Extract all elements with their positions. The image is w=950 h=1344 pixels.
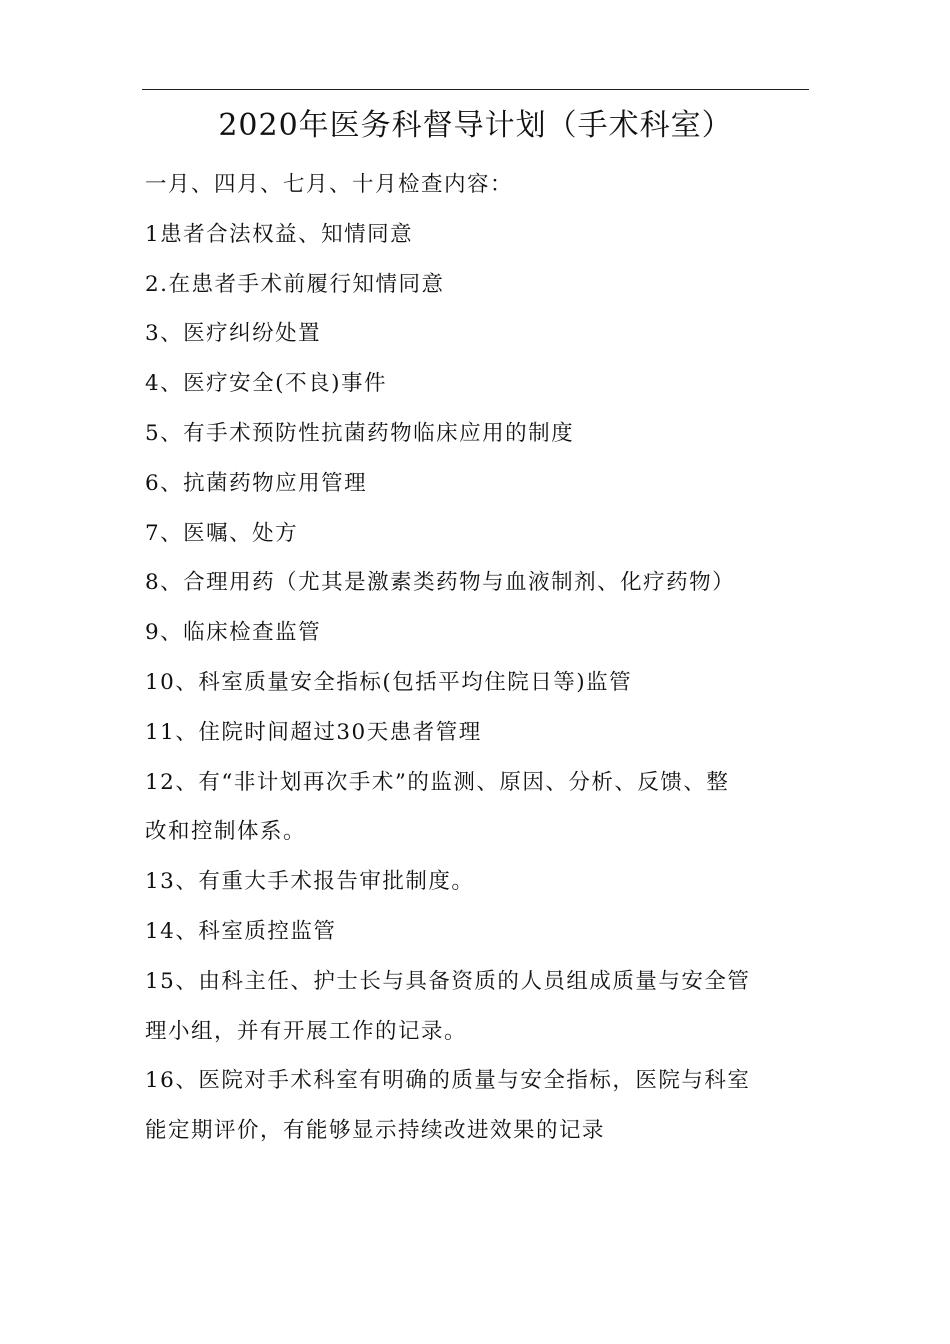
document-body [145,160,810,1156]
item-3: 3、医疗纠纷处置 [145,321,322,347]
item-8: 8、合理用药（尤其是激素类药物与血液制剂、化疗药物） [145,570,736,596]
item-12-line-1: 12、有“非计划再次手术”的监测、原因、分析、反馈、整 [145,769,730,795]
header-rule [142,89,809,90]
item-14: 14、科室质控监管 [145,918,337,944]
item-4: 4、医疗安全(不良)事件 [145,371,387,397]
item-15-line-2: 理小组，并有开展工作的记录。 [145,1018,468,1044]
item-2: 2.在患者手术前履行知情同意 [145,271,445,297]
item-5: 5、有手术预防性抗菌药物临床应用的制度 [145,420,575,446]
item-7: 7、医嘱、处方 [145,520,299,546]
item-6: 6、抗菌药物应用管理 [145,470,368,496]
item-10: 10、科室质量安全指标(包括平均住院日等)监管 [145,669,633,695]
item-1: 1患者合法权益、知情同意 [145,221,414,247]
item-16-line-2: 能定期评价，有能够显示持续改进效果的记录 [145,1118,606,1144]
item-15-line-1: 15、由科主任、护士长与具备资质的人员组成质量与安全管 [145,968,751,994]
item-13: 13、有重大手术报告审批制度。 [145,869,475,895]
intro-line: 一月、四月、七月、十月检查内容： [145,172,514,197]
item-9: 9、临床检查监管 [145,620,322,646]
item-11: 11、住院时间超过30天患者管理 [145,719,482,745]
document-title: 2020年医务科督导计划（手术科室） [218,108,733,143]
item-12-line-2: 改和控制体系。 [145,819,307,845]
item-16-line-1: 16、医院对手术科室有明确的质量与安全指标，医院与科室 [145,1068,751,1094]
